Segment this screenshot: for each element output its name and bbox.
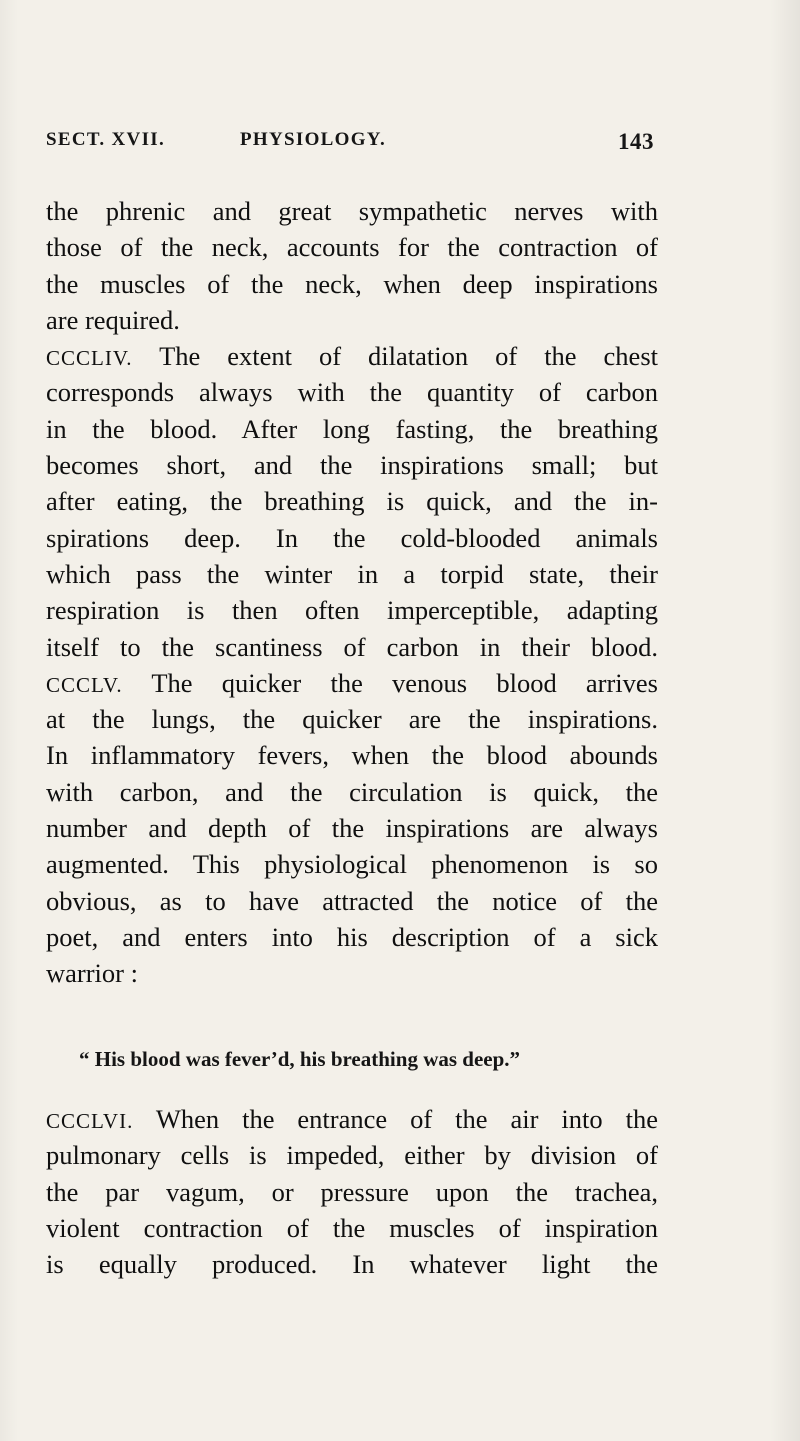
subject-label: PHYSIOLOGY.	[240, 129, 387, 150]
text-line: The quicker the venous blood arrives	[122, 667, 658, 698]
text-line: The extent of dilatation of the chest	[132, 341, 658, 372]
running-head	[46, 129, 654, 159]
text-line: corresponds always with the quantity of carbon	[46, 377, 658, 408]
text-line: respiration is then often imperceptible, adapting	[46, 595, 658, 626]
text-line: becomes short, and the inspirations small; but	[46, 450, 658, 481]
text-line: warrior :	[46, 958, 138, 989]
text-line: violent contraction of the muscles of inspiration	[46, 1212, 658, 1243]
text-line: those of the neck, accounts for the contraction of	[46, 232, 658, 263]
text-line: at the lungs, the quicker are the inspirations.	[46, 704, 658, 735]
text-line: are required.	[46, 304, 180, 335]
paragraph-marker: CCCLVI.	[46, 1109, 134, 1133]
text-line: number and depth of the inspirations are always	[46, 813, 658, 844]
text-line: poet, and enters into his description of a sick	[46, 921, 658, 952]
text-line: In inflammatory fevers, when the blood abounds	[46, 740, 658, 771]
paragraph-cclv-first-line	[46, 665, 658, 701]
section-label: SECT. XVII.	[46, 129, 166, 150]
text-line: the muscles of the neck, when deep inspirations	[46, 268, 658, 299]
paragraph-ccliv-first-line	[46, 338, 658, 374]
text-line: with carbon, and the circulation is quick, the	[46, 776, 658, 807]
paragraph-marker: CCCLV.	[46, 672, 123, 697]
body-text-top	[46, 193, 658, 992]
text-line: is equally produced. In whatever light the	[46, 1249, 658, 1280]
paragraph-cclvi-first-line	[46, 1101, 658, 1137]
text-line: the par vagum, or pressure upon the trachea,	[46, 1176, 658, 1207]
text-line: after eating, the breathing is quick, and the in-	[46, 486, 658, 517]
page-number: 143	[618, 129, 654, 154]
paragraph-marker: CCCLIV.	[46, 346, 133, 371]
text-line: pulmonary cells is impeded, either by division of	[46, 1140, 658, 1171]
text-line: which pass the winter in a torpid state, their	[46, 558, 658, 589]
text-line: itself to the scantiness of carbon in their blood.	[46, 631, 658, 662]
text-line: in the blood. After long fasting, the breathing	[46, 413, 658, 444]
text-line: spirations deep. In the cold-blooded animals	[46, 522, 658, 553]
text-line: obvious, as to have attracted the notice of the	[46, 885, 658, 916]
body-text-bottom	[46, 1101, 658, 1282]
text-line: the phrenic and great sympathetic nerves with	[46, 196, 658, 226]
verse-quote: “ His blood was fever’d, his breathing was deep.”	[79, 1047, 521, 1071]
text-line: When the entrance of the air into the	[133, 1104, 658, 1134]
text-line: augmented. This physiological phenomenon is so	[46, 849, 658, 880]
